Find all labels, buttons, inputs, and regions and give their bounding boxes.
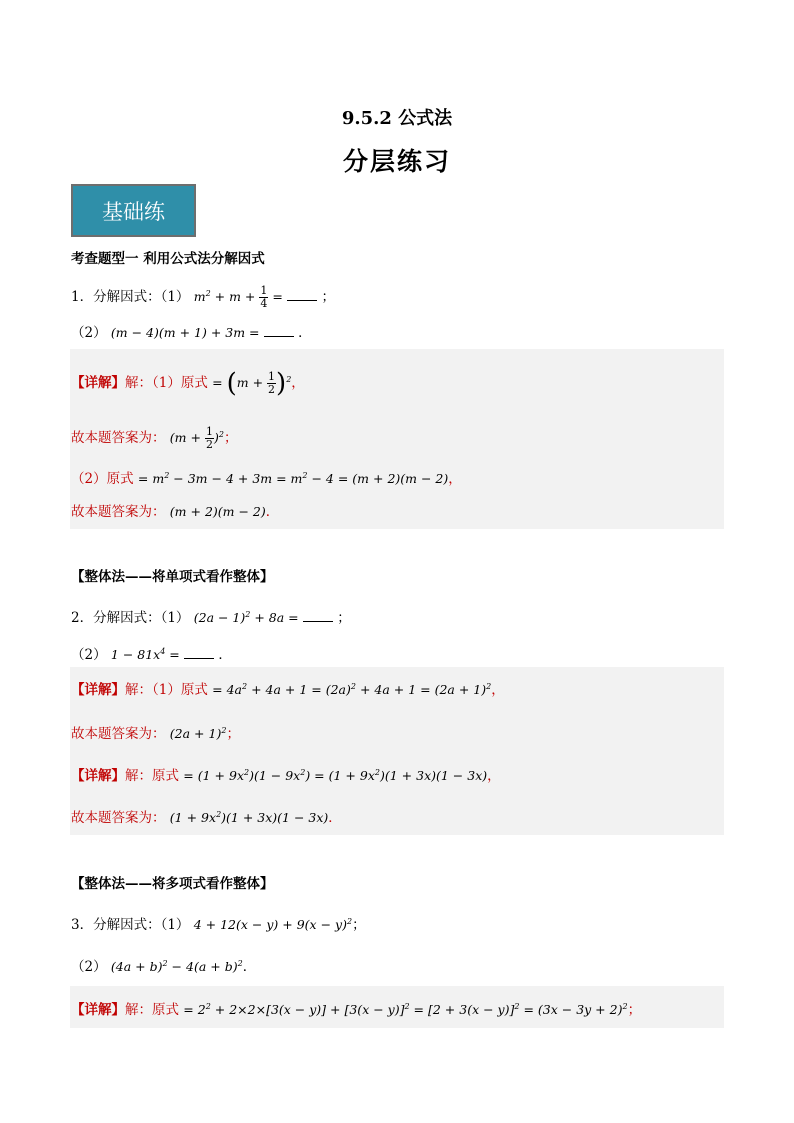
question-1-stem: 1．分解因式：（1） xyxy=(71,289,190,306)
level-badge: 基础练 xyxy=(71,184,196,237)
question-2-part-2-lead: （2） xyxy=(71,647,107,664)
detail-tag: 【详解】 xyxy=(71,682,125,699)
solution-3-expr: = $2^2 + 2\times 2\times[3(x - y)] + [3(x - y)]^2 = [2 + 3(x - y)]^2 = (3x - 3y + 2)^2$ xyxy=(183,1002,628,1018)
answer-label: 故本题答案为： xyxy=(71,726,166,743)
question-3-part-2-expr: $(4a + b)^2 - 4(a + b)^2$ xyxy=(110,959,243,975)
solution-1-line-2: （2）原式 = $m^2 - 3m - 4 + 3m = m^2 - 4 = (m + 2)(m - 2)$， xyxy=(71,471,462,488)
question-2-sep: ； xyxy=(337,610,351,627)
answer-blank xyxy=(287,288,317,301)
answer-label: 故本题答案为： xyxy=(71,504,166,520)
answer-blank xyxy=(184,646,214,659)
question-2-stem: 2．分解因式：（1） xyxy=(71,610,190,627)
solution-1-answer-1: 故本题答案为： (m + $\frac{1}{2}$ )$^2$； xyxy=(71,425,238,452)
document-subtitle: 分层练习 xyxy=(342,147,451,176)
question-2-part-1-expr: $(2a - 1)^2 + 8a$ = xyxy=(193,610,299,626)
question-1-part-1-expr: $m^2 + m$ + $\frac{1}{4}$ = xyxy=(193,284,283,311)
document-title: 9.5.2 公式法 xyxy=(341,108,453,129)
question-3-stem: 3．分解因式：（1） xyxy=(71,917,190,934)
question-1-part-1 xyxy=(71,284,335,310)
solution-2-expr-1: = $4a^2 + 4a + 1 = (2a)^2 + 4a + 1 = (2a + 1)^2$ xyxy=(212,682,492,698)
question-1-sep: ； xyxy=(321,289,335,306)
solution-2-expr-2: = $(1 + 9x^2)(1 - 9x^2) = (1 + 9x^2)(1 + 3x)(1 - 3x)$ xyxy=(183,768,488,784)
solution-2-lead-1: 解：（1）原式 xyxy=(125,682,208,699)
question-2-part-2 xyxy=(71,642,232,665)
method-note-2: 【整体法——将多项式看作整体】 xyxy=(71,876,274,892)
answer-label: 故本题答案为： xyxy=(71,430,166,447)
answer-2-1-expr: $(2a + 1)^2$ xyxy=(169,726,227,742)
detail-tag: 【详解】 xyxy=(71,375,125,392)
question-3-part-1-expr: $4 + 12(x - y) + 9(x - y)^2$ xyxy=(193,917,353,933)
solution-3-lead: 解：原式 xyxy=(125,1002,179,1019)
solution-2-lead-2: 解：原式 xyxy=(125,768,179,785)
question-3-part-2-lead: （2） xyxy=(71,959,107,976)
solution-1-line-1: 【详解】解：（1）原式 = (m + $\frac{1}{2}$ )$^2$， xyxy=(71,368,305,399)
question-3-part-1: 3．分解因式：（1） $4 + 12(x - y) + 9(x - y)^2$； xyxy=(71,917,366,934)
solution-1-line-2-expr: = $m^2 - 3m - 4 + 3m = m^2 - 4 = (m + 2)(m - 2)$ xyxy=(137,471,449,487)
question-1-end: ． xyxy=(298,325,312,341)
solution-1-line-2-lead: （2）原式 xyxy=(71,471,134,488)
method-note-1: 【整体法——将单项式看作整体】 xyxy=(71,569,274,585)
question-1-part-2-expr: (m − 4)(m + 1) + 3m = xyxy=(110,325,260,340)
question-2-part-2-expr: $1 - 81x^4$ = xyxy=(110,647,180,663)
solution-2-line-1: 【详解】解：（1）原式 = $4a^2 + 4a + 1 = (2a)^2 + 4a + 1 = (2a + 1)^2$， xyxy=(71,682,505,699)
detail-tag: 【详解】 xyxy=(71,768,125,785)
answer-2-expr: (m + 2)(m − 2) xyxy=(169,504,266,519)
answer-1-expr: (m + $\frac{1}{2}$ )$^2$ xyxy=(169,425,224,452)
solution-2-line-2: 【详解】解：原式 = $(1 + 9x^2)(1 - 9x^2) = (1 + 9x^2)(1 + 3x)(1 - 3x)$， xyxy=(71,768,501,785)
solution-2-answer-2: 故本题答案为： $(1 + 9x^2)(1 + 3x)(1 - 3x)$． xyxy=(71,810,342,827)
question-1-part-2 xyxy=(71,323,312,343)
question-3-part-2: （2） $(4a + b)^2 - 4(a + b)^2$． xyxy=(71,959,257,976)
detail-tag: 【详解】 xyxy=(71,1002,125,1019)
answer-blank xyxy=(264,324,294,337)
solution-1-answer-2: 故本题答案为： (m + 2)(m − 2)． xyxy=(71,504,280,520)
answer-2-2-expr: $(1 + 9x^2)(1 + 3x)(1 - 3x)$ xyxy=(169,810,329,826)
answer-blank xyxy=(303,609,333,622)
solution-2-answer-1: 故本题答案为： $(2a + 1)^2$； xyxy=(71,726,240,743)
question-2-part-1 xyxy=(71,605,351,628)
answer-label: 故本题答案为： xyxy=(71,810,166,827)
question-1-part-2-lead: （2） xyxy=(71,325,107,341)
solution-3-line-1: 【详解】解：原式 = $2^2 + 2\times 2\times[3(x - y)] + [3(x - y)]^2 = [2 + 3(x - y)]^2 = (3x - 3y + 2)^2$； xyxy=(71,1002,642,1019)
question-2-end: ． xyxy=(218,647,232,664)
solution-1-expr-1: = (m + $\frac{1}{2}$ )$^2$ xyxy=(212,368,292,399)
section-title: 考查题型一 利用公式法分解因式 xyxy=(71,251,265,267)
solution-1-lead: 解：（1）原式 xyxy=(125,375,208,392)
